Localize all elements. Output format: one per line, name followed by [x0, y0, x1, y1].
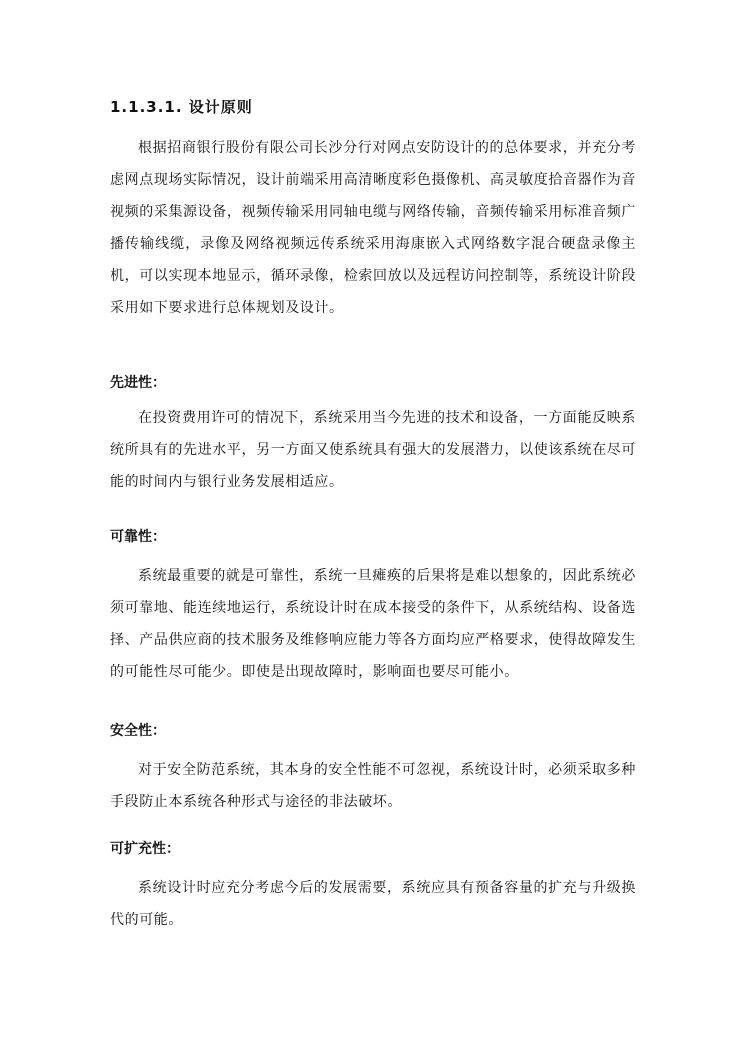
section-heading: 1.1.3.1. 设计原则 [110, 98, 253, 116]
paragraph-scalability: 系统设计时应充分考虑今后的发展需要，系统应具有预备容量的扩充与升级换代的可能。 [110, 880, 636, 928]
subhead-advanced: 先进性： [110, 375, 166, 391]
subhead-security: 安全性： [110, 723, 166, 739]
paragraph-security: 对于安全防范系统，其本身的安全性能不可忽视，系统设计时，必须采取多种手段防止本系统各种形式与途径的非法破坏。 [110, 762, 636, 810]
intro-paragraph: 根据招商银行股份有限公司长沙分行对网点安防设计的的总体要求，并充分考虑网点现场实际情况，设计前端采用高清晰度彩色摄像机、高灵敏度拾音器作为音视频的采集源设备，视频传输采用同轴电缆与网络传输，音频传输采用标准音频广播传输线缆，录像及网络视频远传系统采用海康嵌入式网络数字混合硬盘录像主机，可以实现本地显示，循环录像，检索回放以及远程访问控制等，系统设计阶段采用如下要求进行总体规划及设计。 [110, 140, 636, 316]
subhead-scalability: 可扩充性： [110, 841, 180, 857]
paragraph-reliability: 系统最重要的就是可靠性，系统一旦瘫痪的后果将是难以想象的，因此系统必须可靠地、能连续地运行，系统设计时在成本接受的条件下，从系统结构、设备选择、产品供应商的技术服务及维修响应能力等各方面均应严格要求，使得故障发生的可能性尽可能少。即使是出现故障时，影响面也要尽可能小。 [110, 568, 636, 680]
paragraph-advanced: 在投资费用许可的情况下，系统采用当今先进的技术和设备，一方面能反映系统所具有的先进水平，另一方面又使系统具有强大的发展潜力，以使该系统在尽可能的时间内与银行业务发展相适应。 [110, 410, 636, 490]
subhead-reliability: 可靠性： [110, 529, 166, 545]
